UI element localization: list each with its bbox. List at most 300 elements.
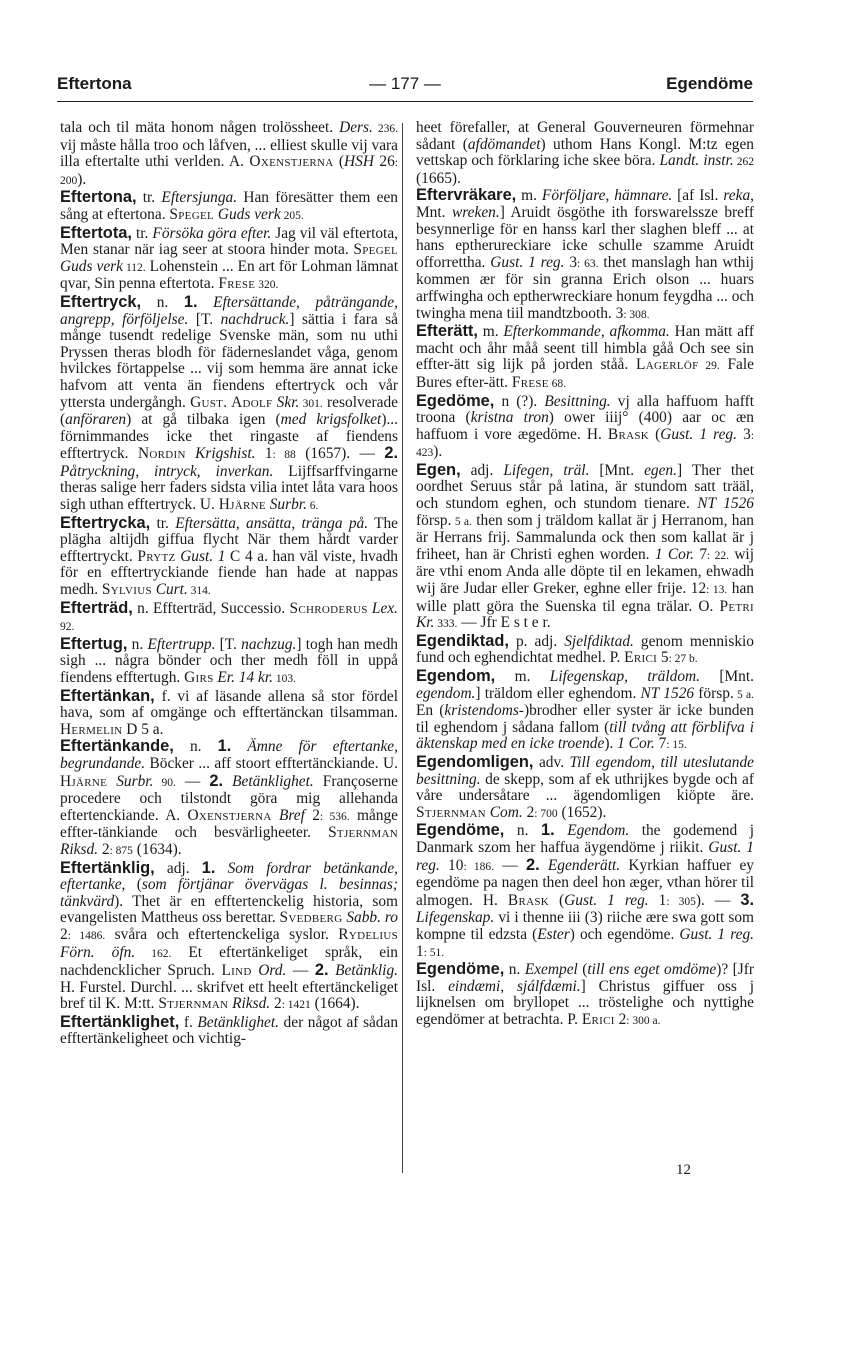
entry-headword: Eftertrycka, [60,513,151,532]
entry-text: till tvång att förblifva i äktenskap med en icke troende [416,718,754,753]
entry-text: Efterkommande, afkomma. [503,323,670,341]
entry-text: 320. [255,279,279,292]
entry-text: )brodher eller syster är icke bunden til eghendom j sådana fallom ( [416,702,754,736]
entry-text [215,860,227,877]
entry-text: Com. [485,803,523,821]
entry-text: : 308. [623,308,650,321]
entry-headword: Eftertug, [60,634,128,653]
entry-text: 2 [270,995,282,1013]
entry-text: heet förefaller, at General Gouverneuren förmehnar sådant ( [416,119,754,153]
entry-text: ] sättia i fara så månge tusendt redelige Svenske män, som nu uthi Pryssen theras blodh för fäderneslandet våga, genom hvilckes förtappelse ... vij som hemma äre annat icke hafvom att venta än fiendens eftertryck och vår yttersta undergångh. [60,310,398,411]
entry-text: ) uthom Hans Kongl. M:tz egen vettskap och förklaring iche skee böra. [416,135,754,170]
entry-text: — [494,856,526,874]
entry-text: Gust. 1 [175,547,226,565]
entry-text: Betänklighet. [197,1013,280,1031]
entry-text: 92. [60,621,75,634]
entry-text: [T. [215,635,242,653]
entry-headword: Eftertänklighet, [60,1012,180,1031]
entry-text: HSH [344,153,374,171]
entry-text: Prytz [137,547,176,565]
entry-text: Ester [537,925,570,943]
entry-text: 1 Cor. [617,735,655,753]
entry-text: 301. [299,397,323,410]
entry-text: Eftersjunga. [161,189,238,207]
entry-text: Stjernman [328,824,398,842]
entry-text: n. [127,635,148,653]
entry-text: n. Effterträd, Successio. [132,599,290,617]
entry-text: : 423 [416,429,754,460]
entry-text: tr. [150,514,176,532]
entry-text: adj. [154,859,202,877]
entry-text: : 88 [272,449,296,462]
entry-text: vi i thenne iii (3) riiche ære swa gott som kompne til edzsta ( [416,909,754,943]
entry-text: Oxenstjerna [249,153,334,171]
entry-text: Sylvius [101,581,152,599]
entry-text: 10 [439,856,464,874]
dictionary-entry [60,294,398,515]
entry-text: Sjelfdiktad. [564,632,634,650]
entry-headword: Efterträd, [60,598,133,617]
entry-text: tala och til mäta honom någen trolössheet. [60,119,340,136]
entry-text: Gust. 1 reg. [660,425,737,443]
entry-text: Guds verk [214,205,281,223]
entry-text: ] togh han medh sigh ... några bönder och ther medh föll in uppå fiendens efftertugh. [60,635,398,686]
entry-text: 2 [60,925,68,943]
entry-text: En ( [416,702,445,720]
entry-text: 1 [255,445,273,463]
entry-text: 5 a. [733,688,755,701]
entry-text: 7 [694,545,708,563]
entry-text: Hjärne [218,496,266,514]
entry-text: The plägha altijdh giffua flycht När them hårdt varder efftertryckt. [60,514,398,565]
entry-text: n. [504,822,541,840]
entry-text: the godemend j Danmark szom her haffua äygendöme j riikit. [416,822,754,856]
entry-text: Er. 14 kr. [213,669,273,686]
entry-text: n. [141,293,184,311]
entry-text: Brask [507,891,549,909]
entry-text: Gust. 1 reg. [564,891,649,909]
entry-text: ( [333,153,345,171]
entry-text: Guds verk [60,257,123,275]
entry-text: Riksd. [60,840,99,858]
entry-text: genom menniskio fund och eghendichtat medhel. P. [416,632,754,667]
entry-text: : 13. [706,584,728,597]
entry-text: Förföljare, hämnare. [541,187,673,205]
entry-text: försp. [694,684,734,702]
entry-text: Curt. [151,581,188,599]
entry-headword: Egendöme, [416,960,505,979]
running-header [57,74,753,98]
entry-text: NT 1526 [640,684,695,702]
entry-text: Påtryckning, intryck, inverkan. [60,462,274,480]
entry-text: 90. [153,776,176,789]
entry-text: Gust. Adolf [190,393,273,411]
entry-headword: Eftertänkan, [60,686,155,705]
entry-text: 29. [698,360,720,373]
entry-text: ) at gå tilbaka igen ( [126,411,281,429]
entry-text: Besittning. [544,392,611,410]
entry-headword: Egendöme, [416,821,505,840]
entry-text: Françoserne procedere och tilstondt göra mig allehanda eftertenckiande. A. [60,772,398,824]
entry-text: Girs [184,669,214,686]
entry-text [198,294,214,311]
entry-text: Betänklig. [335,962,398,980]
entry-text: ) ower iiij° (400) aar oc æn haffuom i vore ægedöme. H. [416,409,754,443]
entry-text: Hjärne [60,772,108,790]
entry-text: Petri [719,597,754,615]
entry-text: (1664). [310,995,360,1013]
entry-text: : 1421 [281,999,311,1012]
entry-text: 3. [740,890,754,909]
dictionary-entry [60,225,398,294]
entry-text: )... förnimmandes icke thet ringaste af fiendens efftertryck. [60,411,398,463]
entry-text: [af Isl. [672,187,724,205]
entry-text: 2. [384,444,399,463]
dictionary-entry [60,688,398,739]
entry-headword: Egendomligen, [416,752,534,771]
entry-text: Försöka göra efter. [152,224,272,242]
entry-text: Lifegen, träl. [503,461,590,479]
entry-text: ). [77,170,87,188]
entry-text: Lifegenskap, träldom. [549,668,700,685]
dictionary-entry [60,1014,398,1048]
entry-text: till ens eget omdöme [587,961,717,979]
entry-text: 5 a. [451,515,472,528]
dictionary-entry [60,636,398,688]
entry-text: 1. [201,858,216,877]
entry-text: ). — [695,891,741,909]
entry-headword: Eftertänkande, [60,737,174,756]
dictionary-entry [416,633,754,668]
entry-text: reka [723,187,751,205]
entry-text: f. [179,1013,198,1031]
entry-text: Gust. 1 reg. [490,253,565,271]
entry-text: (1634). [132,840,182,858]
entry-text: Betänklighet. [232,772,314,790]
entry-text: Surbr. [265,496,307,514]
entry-text: vj alla haffuom hafft troona ( [416,392,754,427]
entry-text: 1 Cor. [654,545,694,563]
dictionary-entry [416,754,754,822]
entry-text: Fale Bures efter-ätt. [416,356,754,391]
right-column [416,120,754,1029]
entry-text: Kr. [416,614,435,632]
dictionary-entry [60,120,398,189]
entry-text: 1 [648,891,667,909]
entry-text: vij måste hålla troo och låfven, ... elliest skulle vij vara illa eftertalte uthi verlden. A. [60,136,398,171]
entry-text: 7 [654,735,667,753]
entry-text: ] Aruidt ösgöthe ith forswarelssze breff besynnerlige för en hanss karl ther slaghen bleff ... at hans eptherureckiare icke schulle szamme Aruidt offorrettha. [416,203,754,271]
entry-text: ( [649,425,661,443]
entry-text: Böcker ... aff stoort efftertänckiande. U. [145,754,398,772]
entry-text: : 305 [666,895,696,908]
entry-text: Erici [624,649,658,667]
entry-text: 1. [217,737,232,756]
entry-text: ] Ther thet oordhet Seruus står på latina, är stundom satt trääl, och stundom eghen, och stundom tienare. [416,461,754,513]
entry-text: Lex. [367,599,398,617]
entry-text: med krigsfolket [280,411,382,429]
header-right-word: Egendöme [666,74,753,93]
entry-text: m. [495,668,550,685]
entry-text [555,822,568,839]
entry-text [231,738,247,755]
entry-text: 3 [736,425,751,443]
entry-text: : 300 a. [626,1014,661,1027]
dictionary-entry [60,515,398,600]
entry-headword: Efterätt, [416,322,478,341]
entry-text: Ord. [251,962,287,980]
entry-text: tr. [131,224,153,242]
entry-text: : 700 [534,807,558,820]
entry-text: anföraren [65,411,127,429]
dictionary-entry [416,961,754,1029]
entry-text: Surbr. [107,772,154,790]
entry-text: 1. [540,821,555,840]
entry-text: [Mnt. [589,461,645,479]
entry-text: 2 [522,803,535,821]
entry-text: wij äre vthi enom Anda alle döpte til en lekamen, ehwadh wij äre Judar eller Greker, eghne eller frije. 12 [416,545,754,598]
entry-text: Et eftertänkeliget språk, ein nachdencklicher Spruch. [60,943,398,980]
entry-text: försp. [416,511,452,529]
entry-text: [Mnt. [699,668,754,685]
entry-text: nachzug. [241,635,297,653]
entry-text: : 22. [707,549,729,562]
entry-text: (1652). [557,803,607,821]
entry-text: 1. [183,292,198,311]
entry-text: : 63. [577,257,599,270]
entry-headword: Eftertryck, [60,292,142,311]
page-number: — 177 — [369,74,441,93]
entry-text: 3 [564,253,578,271]
entry-text: m. [477,323,504,341]
entry-text: ). [433,443,443,461]
entry-text: : 1486. [67,929,106,942]
dictionary-entry [60,189,398,224]
entry-text: han wille platt göra the Suenska til egna trälar. O. [416,580,754,615]
entry-text: ] träldom eller eghendom. [475,684,641,702]
entry-text: Riksd. [228,995,271,1013]
entry-text: — [175,772,210,790]
entry-text: 2 [98,840,110,858]
dictionary-entry [416,323,754,392]
entry-text [223,773,232,790]
dictionary-entry [60,860,398,1014]
entry-text: : 186. [463,860,495,873]
entry-text: m. [516,187,542,205]
entry-text: de skepp, som af ek uthrijkes bygde och af våre undersåtare ... ägendomligen kiöpte äre. [416,770,754,805]
entry-text: 333. [434,618,458,631]
entry-text: Till egendom, till uteslutande besittning. [416,753,754,788]
entry-text: Stjernman [416,803,486,821]
entry-text: 68. [548,377,567,390]
entry-text: 26 [373,153,395,171]
entry-text: (1657). — [295,445,385,463]
entry-text: Kyrkian haffuer ey egendöme pa nagen then deel hon æger, vthan hörer til almogen. H. [416,856,755,909]
entry-text: Exempel [524,961,578,979]
dictionary-entry [416,120,754,187]
dictionary-entry [60,600,398,636]
entry-text: : 536. [319,810,350,823]
header-left-word: Eftertona [57,74,132,93]
entry-text: Förn. öfn. [60,943,136,961]
entry-text: n. [173,738,218,756]
entry-text: resolverade ( [60,393,398,429]
entry-text: Frese [511,373,549,391]
entry-headword: Eftervräkare, [416,186,517,205]
entry-text: Egenderätt. [547,856,621,874]
entry-text: Rydelius [338,925,398,943]
entry-text: — Jfr E s t e r. [457,614,551,632]
entry-text: Hermelin [60,720,123,738]
dictionary-entry [416,822,754,961]
header-rule [57,101,753,102]
entry-text: Han föresätter them een sång at eftertona. [60,189,398,223]
entry-text: Som fordrar betänkande, eftertanke, [60,859,398,894]
entry-text: Gust. 1 reg. [679,925,754,943]
entry-text: (1665). [416,169,461,187]
entry-headword: Egendom, [416,667,496,685]
entry-text: Schroderus [289,599,368,617]
entry-text: ( [548,891,565,909]
entry-text: D 5 a. [122,720,164,738]
entry-text: Erici [581,1010,615,1028]
entry-headword: Egedöme, [416,391,495,410]
entry-text: Skr. [272,393,300,411]
entry-text: Bref [271,806,305,824]
entry-text: månge effter-tänkiande och besvärligheeter. [60,806,398,842]
entry-text: 112. [122,261,146,274]
entry-headword: Eftertona, [60,188,137,207]
entry-text: tr. [136,189,162,207]
entry-text: Lifegenskap. [416,909,495,927]
entry-text: p. adj. [508,632,565,650]
entry-text: 2. [525,855,540,874]
entry-text: der något af sådan efftertänkeligheet och vichtig- [60,1013,399,1048]
sheet-signature: 12 [676,1162,691,1178]
entry-text: ( [577,961,588,979]
entry-text: NT 1526 [697,495,754,513]
dictionary-entry [416,668,754,754]
dictionary-entry [416,187,754,323]
entry-text: 205. [280,209,304,222]
entry-text: ] Christus giffuer oss j lijknelsen om bryllopet ... tröstelighe och nyttighe egendömer at betrachta. P. [416,977,755,1028]
entry-text: : 51. [423,946,445,959]
entry-text: 2. [314,961,329,980]
entry-text: Frese [218,275,256,293]
entry-text: : 200 [60,157,398,187]
entry-text: ). [604,735,618,753]
entry-headword: Egen, [416,460,461,479]
entry-text: Lagerlöf [636,356,699,374]
entry-text: H. Furstel. Durchl. ... skrifvet ett heelt eftertänckeliget bref til K. M:tt. [60,978,398,1013]
entry-text: Krigshist. [185,445,256,463]
entry-text: Jag vil väl eftertota, Men stanar när iag seer at stoora hinder mota. [60,224,398,259]
entry-text: thet manslagh han wthij kommen ær för sin granna Erich olson ... huars arffwingha och eptherwreckiare honum feygdha ... och twingha mena tiil mandtzbooth. 3 [416,253,754,322]
entry-text: svåra och eftertenckeliga syslor. [105,925,339,943]
entry-text: Spegel [353,241,398,259]
entry-text: ). Thet är en efftertenckelig historia, som evangelisten Mattheus oss berettar. [60,892,398,927]
entry-text: Brask [607,425,650,443]
entry-text: 1 [416,942,424,960]
entry-text [540,857,548,874]
entry-text: Oxenstjerna [187,806,272,824]
entry-text: Eftersättande, påträngande, angrepp, förföljelse. [60,293,398,328]
entry-text: Ders. [339,119,373,136]
entry-text: Spegel [169,205,214,223]
entry-text: 6. [306,500,319,513]
entry-headword: Eftertota, [60,223,132,242]
entry-text: n (?). [494,392,545,410]
entry-text: [T. [188,310,221,328]
entry-text: egendom. [416,684,476,702]
entry-text: 2 [304,806,320,824]
entry-text: : 15. [666,739,687,752]
entry-text: Landt. instr. [659,152,734,170]
entry-text: Egendom. [567,822,630,840]
entry-text: 103. [272,673,296,685]
entry-text: — [286,962,315,980]
entry-text: 5 [657,649,669,667]
entry-text: 162. [135,947,172,960]
entry-text: n. [504,961,525,979]
entry-text: ) och egendöme. [569,925,680,943]
dictionary-entry [416,462,754,633]
entry-text: f. vi af läsande allena så stor fördel hava, som af omgänge och efftertänckan tilsamman. [60,687,398,722]
entry-text: 236. [372,123,399,135]
entry-text: Gust. 1 reg. [416,838,755,874]
entry-text: then som j träldom kallat är j Herranom, han är Herrans frij. Sammalunda ock then som kallat är j friheet, han är Christi eghen worden. [416,511,754,563]
entry-text: Nordin [137,445,186,463]
entry-text: kristendoms- [444,702,524,720]
entry-text: som förtjänar övervägas l. besinnas; tänkvärd [60,876,398,910]
entry-text: 314. [187,585,211,598]
entry-text: egen. [644,461,677,479]
entry-text: : 875 [109,844,133,857]
entry-text: Svedberg [279,909,343,927]
entry-text: adv. [533,753,570,771]
entry-text: 2 [614,1010,627,1028]
entry-text: )? [Jfr Isl. [416,961,754,995]
entry-text: Lijffsarffvingarne theras salige herr faders sidsta vilia intet låta vara hoos sigh uthan efftertryck. U. [60,462,398,514]
entry-text: nachdruck. [220,310,290,328]
entry-text: Ämne för eftertanke, begrundande. [60,738,398,772]
entry-text: wreken. [451,203,500,221]
column-divider [402,123,403,1173]
entry-text: Lind [221,962,252,980]
entry-text: Stjernman [158,995,229,1013]
entry-text: Sabb. ro [342,909,399,927]
entry-text: Lohenstein ... En art för Lohman lämnat qvar, Sin penna eftertota. [60,257,398,293]
dictionary-entry [60,738,398,859]
entry-text: C 4 a. han väl viste, hvadh för en efftertryckiande fiende han hade at nappas medh. [60,547,398,599]
entry-text: kristna tron [470,409,549,427]
entry-text: 262 [733,156,755,169]
entry-text: ( [125,876,142,894]
entry-text: Eftertrupp. [147,635,216,653]
entry-text: , Mnt. [416,187,754,221]
left-column [60,120,398,1048]
entry-text: Eftersätta, ansätta, tränga på. [175,514,369,532]
dictionary-entry [416,393,754,462]
entry-headword: Egendiktad, [416,631,509,650]
entry-headword: Eftertänklig, [60,858,155,877]
entry-text: : 27 b. [668,653,698,666]
entry-text: Han mätt aff macht och åhr måå seent till himbla gåå Och see sin effter-ätt sig lijk på jorden ståå. [416,323,755,374]
entry-text: adj. [460,461,504,479]
entry-text: eindæmi, sjálfdæmi. [448,977,581,995]
entry-text: afdömandet [467,135,541,153]
entry-text: 2. [209,771,224,790]
